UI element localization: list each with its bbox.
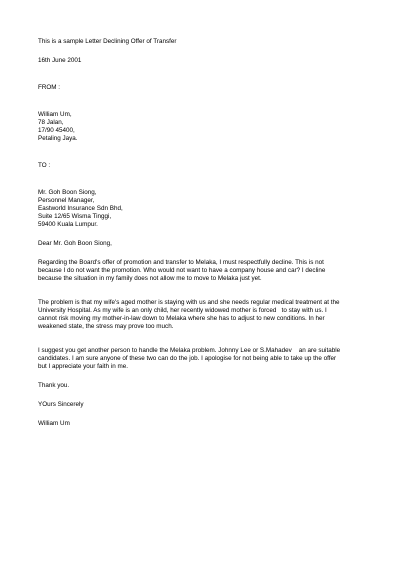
thanks-line: Thank you.	[38, 382, 70, 389]
paragraph-line: Regarding the Board's offer of promotion and transfer to Melaka, I must respectfully decline. This is not	[38, 259, 324, 266]
recipient-address	[38, 189, 368, 229]
paragraph-line: but I appreciate your faith in me.	[38, 363, 128, 370]
recipient-name: Mr. Goh Boon Siong,	[38, 189, 97, 196]
paragraph-line: cannot risk moving my mother-in-law down to Melaka where she has to adjust to new conditions. In her	[38, 315, 325, 322]
body-paragraph-2	[38, 299, 368, 331]
letter-title: This is a sample Letter Declining Offer of Transfer	[38, 38, 177, 45]
letter-date: 16th June 2001	[38, 57, 82, 64]
letter-page	[38, 38, 368, 428]
from-label: FROM :	[38, 84, 61, 91]
paragraph-line: because the situation in my family does not allow me to move to Melaka just yet.	[38, 275, 262, 282]
sender-address-line: 78 Jalan,	[38, 119, 64, 126]
to-label: TO :	[38, 162, 51, 169]
paragraph-line: because I do not want the promotion. Who would not want to have a company house and car? I decline	[38, 267, 326, 274]
sender-address	[38, 111, 368, 143]
paragraph-line: I suggest you get another person to handle the Melaka problem. Johnny Lee or S.Mahadev an are suitable	[38, 347, 341, 354]
paragraph-line: University Hospital. As my wife is an only child, her recently widowed mother is forced to stay with us. I	[38, 307, 327, 314]
paragraph-line: candidates. I am sure anyone of these two can do the job. I apologise for not being able to take up the offer	[38, 355, 337, 362]
body-paragraph-1	[38, 259, 368, 283]
recipient-title: Personnel Manager,	[38, 197, 95, 204]
body-paragraph-3	[38, 347, 368, 371]
recipient-address-line: 59400 Kuala Lumpur.	[38, 221, 98, 228]
paragraph-line: The problem is that my wife's aged mother is staying with us and she needs regular medical treatment at the	[38, 299, 340, 306]
salutation: Dear Mr. Goh Boon Siong,	[38, 240, 112, 247]
sender-address-line: 17/90 45400,	[38, 127, 75, 134]
sender-name: William Um,	[38, 111, 72, 118]
recipient-company: Eastworld Insurance Sdn Bhd,	[38, 205, 123, 212]
sender-address-line: Petaling Jaya.	[38, 135, 78, 142]
closing-line: YOurs Sincerely	[38, 401, 84, 408]
signature-name: William Um	[38, 420, 70, 427]
paragraph-line: weakened state, the stress may prove too much.	[38, 323, 174, 330]
recipient-address-line: Suite 12/65 Wisma Tinggi,	[38, 213, 112, 220]
